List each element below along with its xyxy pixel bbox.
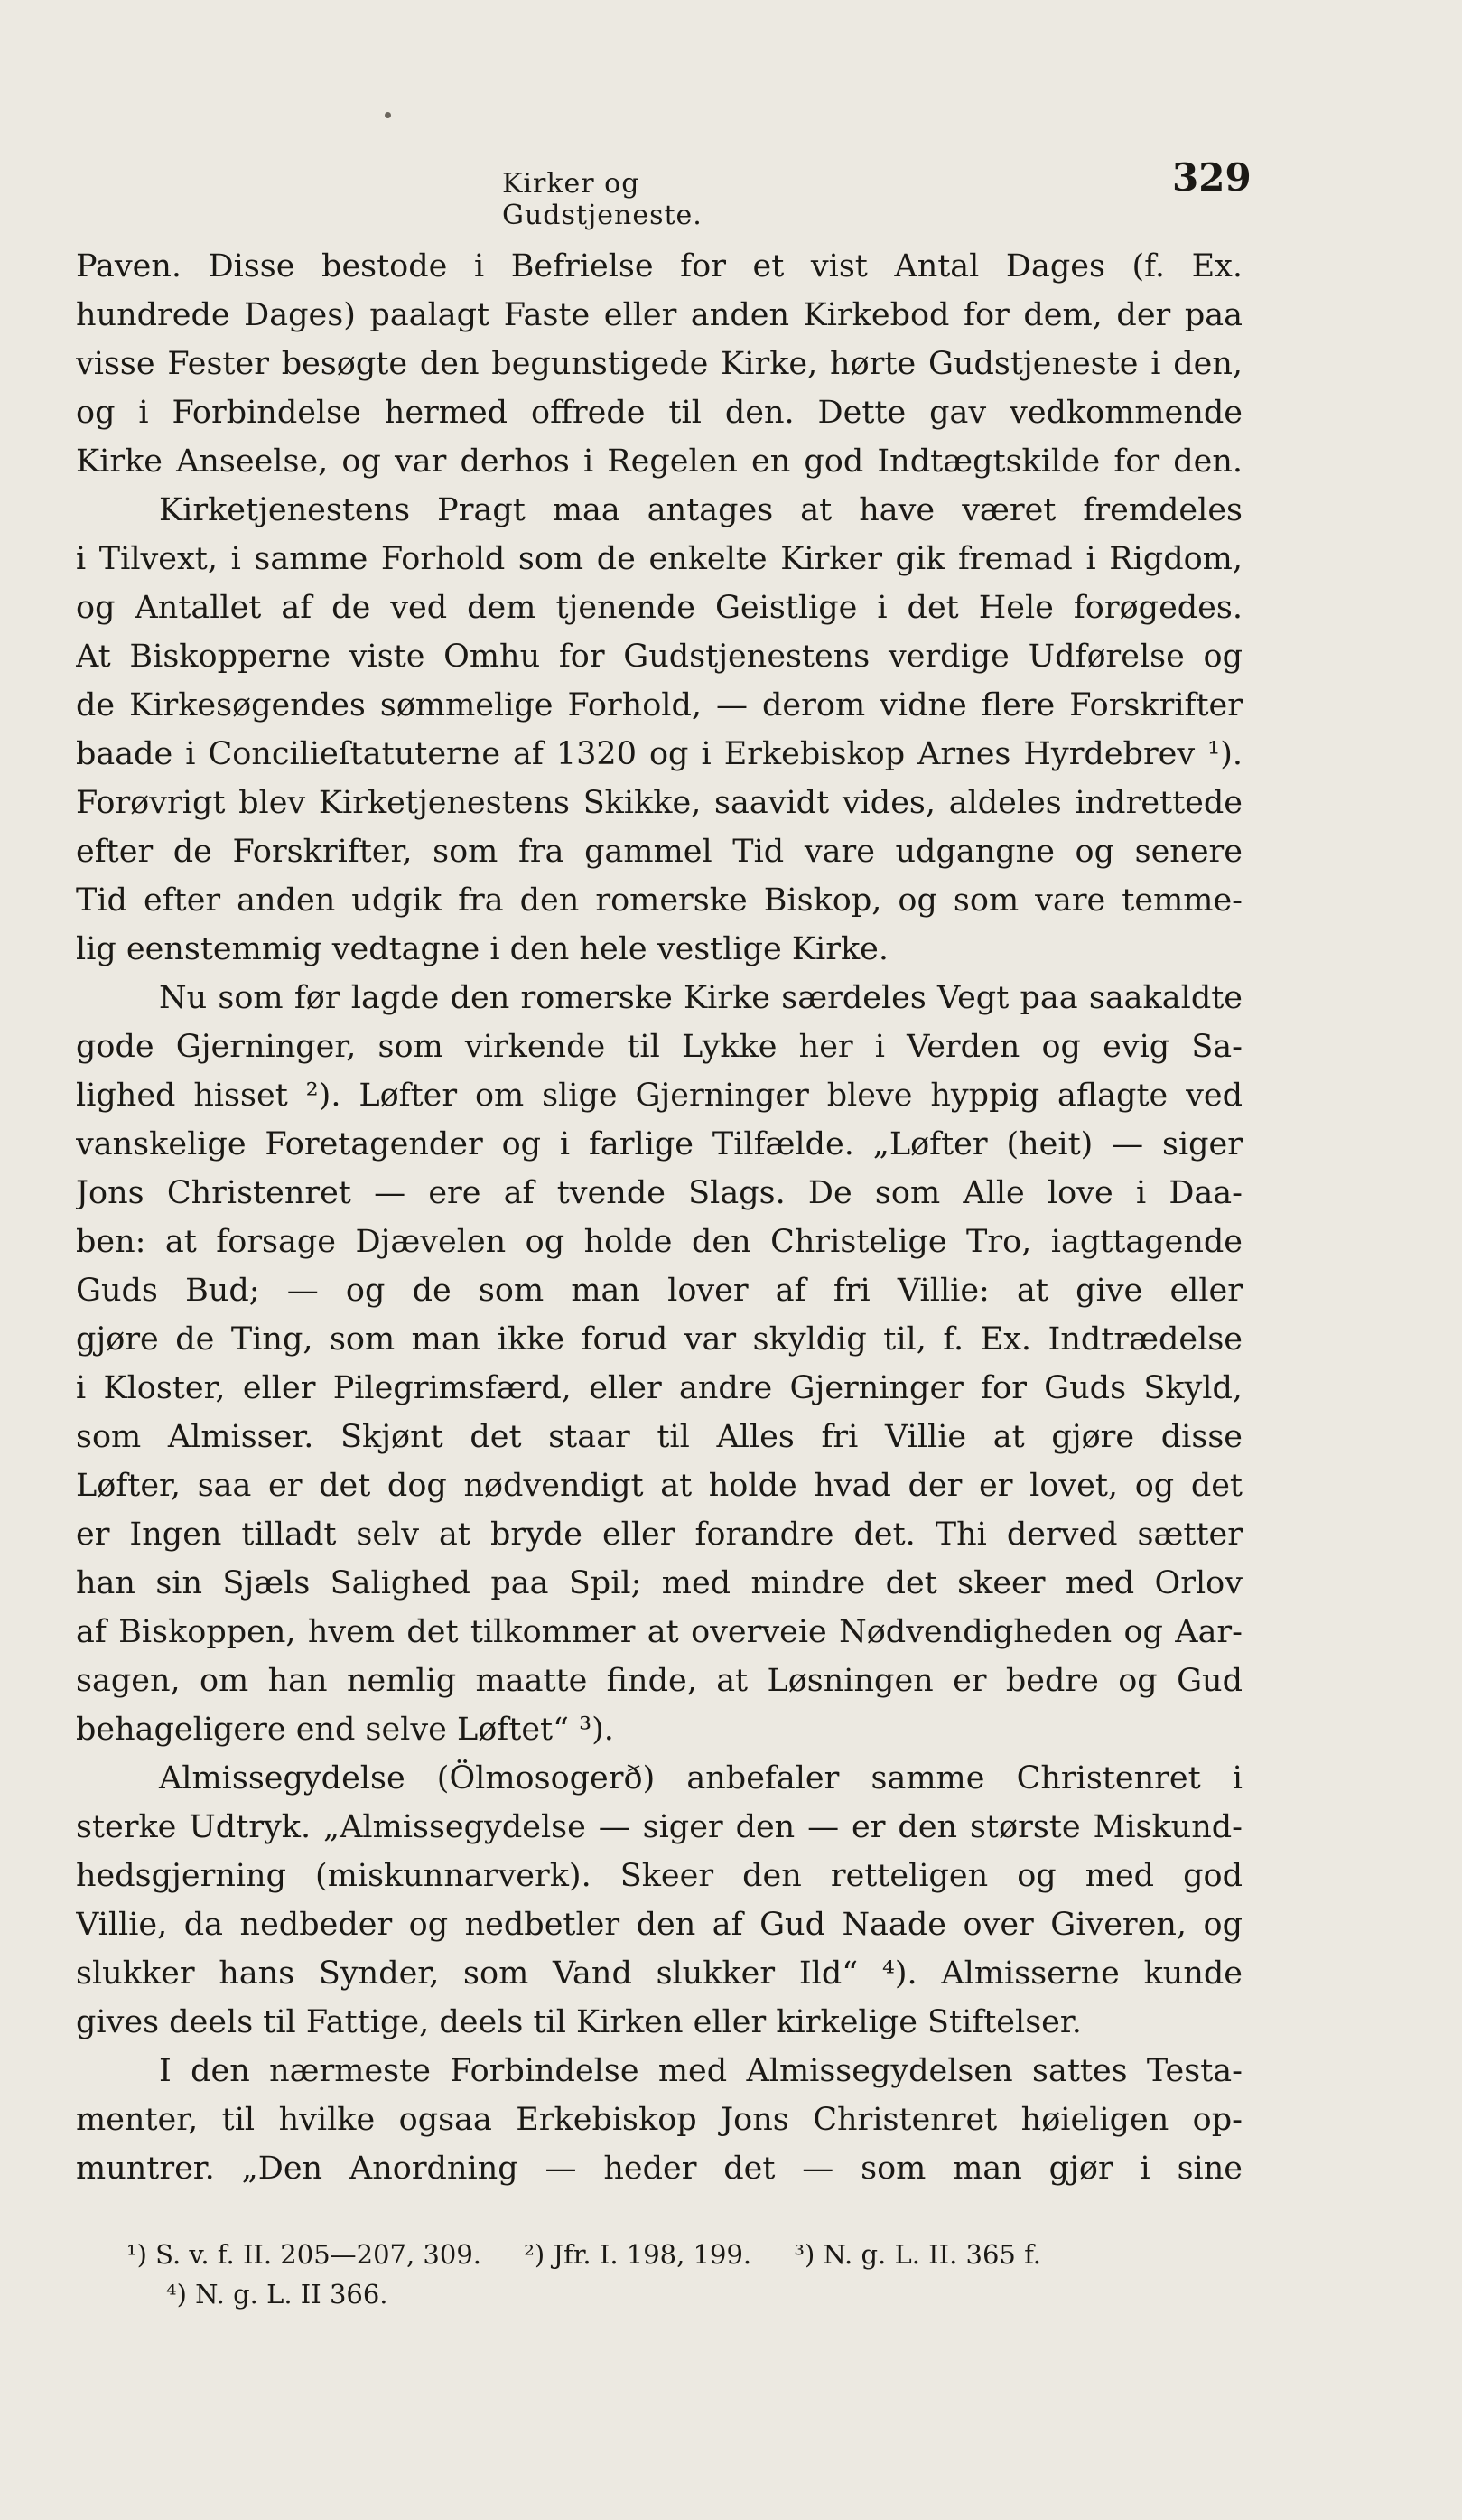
text-line: gives deels til Fattige, deels til Kirken eller kirkelige Stiftelser. bbox=[76, 2004, 1082, 2040]
footnote-line bbox=[126, 2235, 1243, 2274]
text-line: visse Fester besøgte den begunstigede Kirke, hørte Gudstjeneste i den, bbox=[76, 346, 1243, 382]
text-line: som Almisser. Skjønt det staar til Alles fri Villie at gjøre disse bbox=[76, 1419, 1243, 1455]
text-line: sagen, om han nemlig maatte finde, at Løsningen er bedre og Gud bbox=[76, 1663, 1243, 1699]
text-line: Forøvrigt blev Kirketjenestens Skikke, saavidt vides, aldeles indrettede bbox=[76, 785, 1243, 821]
text-line: sterke Udtryk. „Almissegydelse — siger den — er den største Miskund- bbox=[76, 1809, 1243, 1845]
text-line: ben: at forsage Djævelen og holde den Christelige Tro, iagttagende bbox=[76, 1224, 1243, 1260]
text-line: efter de Forskrifter, som fra gammel Tid vare udgangne og senere bbox=[76, 834, 1243, 870]
text-line: Guds Bud; — og de som man lover af fri Villie: at give eller bbox=[76, 1273, 1243, 1309]
text-line: hundrede Dages) paalagt Faste eller anden Kirkebod for dem, der paa bbox=[76, 297, 1243, 333]
text-line: de Kirkesøgendes sømmelige Forhold, — derom vidne flere Forskrifter bbox=[76, 687, 1243, 723]
text-line: lighed hisset ²). Løfter om slige Gjerninger bleve hyppig aflagte ved bbox=[76, 1078, 1243, 1114]
text-line: han sin Sjæls Salighed paa Spil; med mindre det skeer med Orlov bbox=[76, 1565, 1243, 1601]
body-text bbox=[76, 242, 1243, 2193]
text-line: Kirke Anseelse, og var derhos i Regelen en god Indtægtskilde for den. bbox=[76, 443, 1243, 480]
footnote-1: ¹) S. v. f. II. 205—207, 309. bbox=[126, 2239, 482, 2270]
text-line: At Biskopperne viste Omhu for Gudstjenestens verdige Udførelse og bbox=[76, 639, 1243, 675]
text-line: Paven. Disse bestode i Befrielse for et vist Antal Dages (f. Ex. bbox=[76, 248, 1243, 285]
footnote-4: ⁴) N. g. L. II 366. bbox=[166, 2279, 388, 2310]
text-line: gjøre de Ting, som man ikke forud var skyldig til, f. Ex. Indtrædelse bbox=[76, 1321, 1243, 1358]
footnote-2: ²) Jfr. I. 198, 199. bbox=[524, 2239, 752, 2270]
text-line: lig eenstemmig vedtagne i den hele vestlige Kirke. bbox=[76, 931, 889, 967]
text-line: muntrer. „Den Anordning — heder det — som man gjør i sine bbox=[76, 2151, 1243, 2187]
text-line: i Kloster, eller Pilegrimsfærd, eller andre Gjerninger for Guds Skyld, bbox=[76, 1370, 1243, 1406]
print-speck bbox=[385, 112, 391, 118]
text-line: baade i Concilieſtatuterne af 1320 og i Erkebiskop Arnes Hyrdebrev ¹). bbox=[76, 736, 1243, 772]
page-number: 329 bbox=[1172, 155, 1252, 200]
text-line: af Biskoppen, hvem det tilkommer at overveie Nødvendigheden og Aar- bbox=[76, 1614, 1243, 1650]
text-line: og Antallet af de ved dem tjenende Geistlige i det Hele forøgedes. bbox=[76, 590, 1243, 626]
text-line: vanskelige Foretagender og i farlige Tilfælde. „Løfter (heit) — siger bbox=[76, 1126, 1243, 1162]
text-line: I den nærmeste Forbindelse med Almissegydelsen sattes Testa- bbox=[159, 2053, 1243, 2089]
text-line: i Tilvext, i samme Forhold som de enkelte Kirker gik fremad i Rigdom, bbox=[76, 541, 1243, 577]
text-line: er Ingen tilladt selv at bryde eller forandre det. Thi derved sætter bbox=[76, 1517, 1243, 1553]
text-line: Tid efter anden udgik fra den romerske Biskop, og som vare temme- bbox=[76, 882, 1243, 919]
text-line: menter, til hvilke ogsaa Erkebiskop Jons Christenret høieligen op- bbox=[76, 2102, 1243, 2138]
text-line: Villie, da nedbeder og nedbetler den af Gud Naade over Giveren, og bbox=[76, 1907, 1243, 1943]
text-line: behageligere end selve Løftet“ ³). bbox=[76, 1712, 614, 1748]
footnote-3: ³) N. g. L. II. 365 f. bbox=[794, 2239, 1041, 2270]
text-line: og i Forbindelse hermed offrede til den. Dette gav vedkommende bbox=[76, 395, 1243, 431]
text-line: Jons Christenret — ere af tvende Slags. De som Alle love i Daa- bbox=[76, 1175, 1243, 1211]
text-line: Nu som før lagde den romerske Kirke særdeles Vegt paa saakaldte bbox=[159, 980, 1243, 1016]
text-line: Almissegydelse (Ölmosogerð) anbefaler samme Christenret i bbox=[159, 1760, 1243, 1797]
text-line: gode Gjerninger, som virkende til Lykke her i Verden og evig Sa- bbox=[76, 1029, 1243, 1065]
text-line: Løfter, saa er det dog nødvendigt at holde hvad der er lovet, og det bbox=[76, 1468, 1243, 1504]
text-line: hedsgjerning (miskunnarverk). Skeer den retteligen og med god bbox=[76, 1858, 1243, 1894]
text-line: Kirketjenestens Pragt maa antages at have været fremdeles bbox=[159, 492, 1243, 528]
footnotes bbox=[126, 2235, 1243, 2314]
text-line: slukker hans Synder, som Vand slukker Ild“ ⁴). Almisserne kunde bbox=[76, 1955, 1243, 1992]
running-head: Kirker og Gudstjeneste. bbox=[502, 168, 703, 231]
